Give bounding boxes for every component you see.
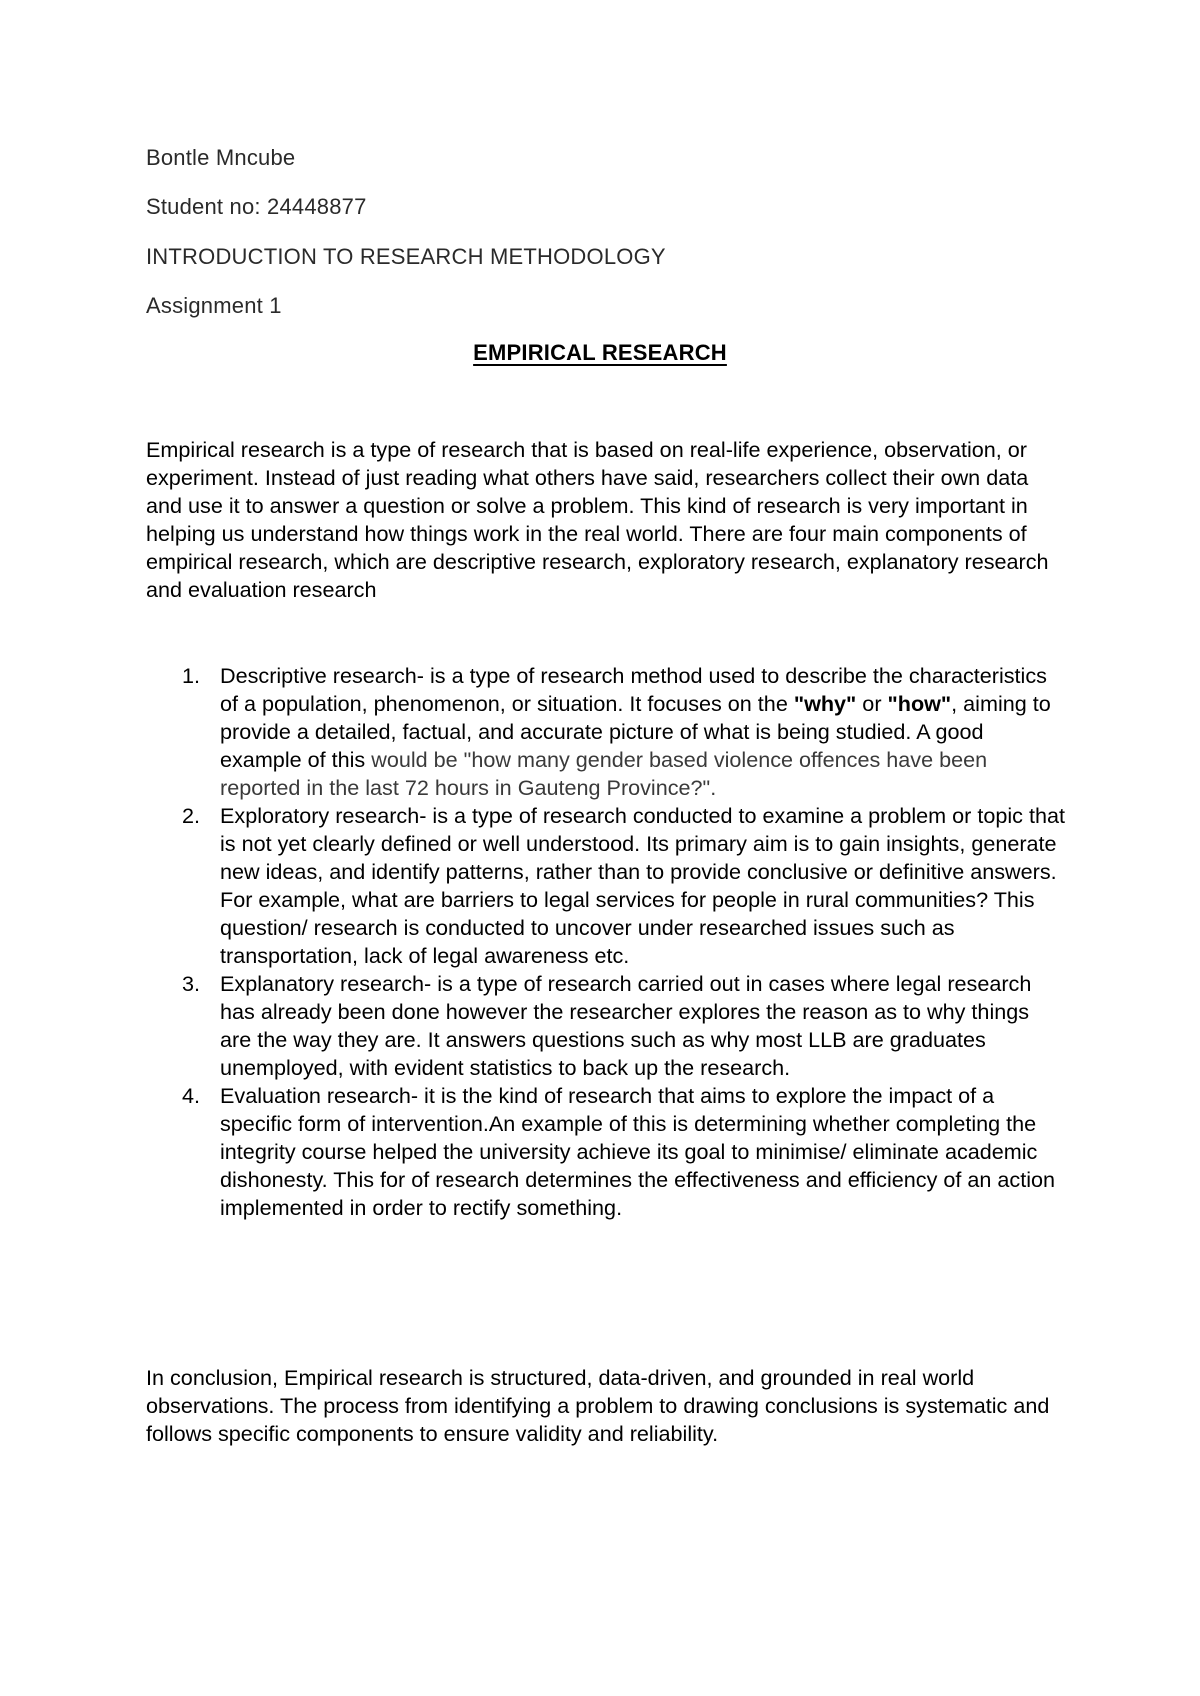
assignment-label: Assignment 1 — [146, 293, 282, 318]
item-text: Evaluation research- it is the kind of research that aims to explore the impact of a specific form of intervention.An example of this is determining whether completing the integrity course helped the university achieve its goal to minimise/ eliminate academic dishonesty. This for of research determines the effectiveness and efficiency of an action implemented in order to rectify something. — [220, 1083, 1056, 1220]
emphasis-how: "how" — [887, 691, 952, 716]
item-text: Exploratory research- is a type of research conducted to examine a problem or topic that is not yet clearly defined or well understood. Its primary aim is to gain insights, generate new ideas, and identify patterns, rather than to provide conclusive or definitive answers. For example, what are barriers to legal services for people in rural communities? This question/ research is conducted to uncover under researched issues such as transportation, lack of legal awareness etc. — [220, 803, 1065, 968]
list-item — [146, 662, 1066, 802]
list-number: 1. — [182, 663, 201, 688]
course-title: INTRODUCTION TO RESEARCH METHODOLOGY — [146, 244, 666, 269]
emphasis-why: "why" — [793, 691, 857, 716]
item-text: Descriptive research- is a type of research method used to describe the characteristics of a population, phenomenon, or situation. It focuses on the — [220, 663, 1047, 716]
list-item — [146, 802, 1066, 970]
author-name: Bontle Mncube — [146, 145, 296, 170]
list-number: 2. — [182, 803, 201, 828]
list-item — [146, 970, 1066, 1082]
components-list — [146, 662, 1066, 1222]
list-number: 4. — [182, 1083, 201, 1108]
list-number: 3. — [182, 971, 201, 996]
list-item — [146, 1082, 1066, 1222]
student-number: Student no: 24448877 — [146, 194, 367, 219]
intro-paragraph: Empirical research is a type of research that is based on real-life experience, observation, or experiment. Instead of just reading what others have said, researchers collect their own data and use it to answer a question or solve a problem. This kind of research is very important in helping us understand how things work in the real world. There are four main components of empirical research, which are descriptive research, exploratory research, explanatory research and evaluation research — [146, 437, 1049, 602]
item-text: or — [856, 691, 888, 716]
item-text: Explanatory research- is a type of research carried out in cases where legal research has already been done however the researcher explores the reason as to why things are the way they are. It answers questions such as why most LLB are graduates unemployed, with evident statistics to back up the research. — [220, 971, 1032, 1080]
item-text-example: would be "how many gender based violence offences have been reported in the last 72 hours in Gauteng Province?". — [220, 747, 988, 800]
item-text: , aiming to provide a detailed, factual, and accurate picture of what is being studied. A good example of this — [220, 691, 1051, 772]
document-title: EMPIRICAL RESEARCH — [473, 340, 727, 365]
conclusion-paragraph: In conclusion, Empirical research is structured, data-driven, and grounded in real world observations. The process from identifying a problem to drawing conclusions is systematic and follows specific components to ensure validity and reliability. — [146, 1365, 1050, 1446]
